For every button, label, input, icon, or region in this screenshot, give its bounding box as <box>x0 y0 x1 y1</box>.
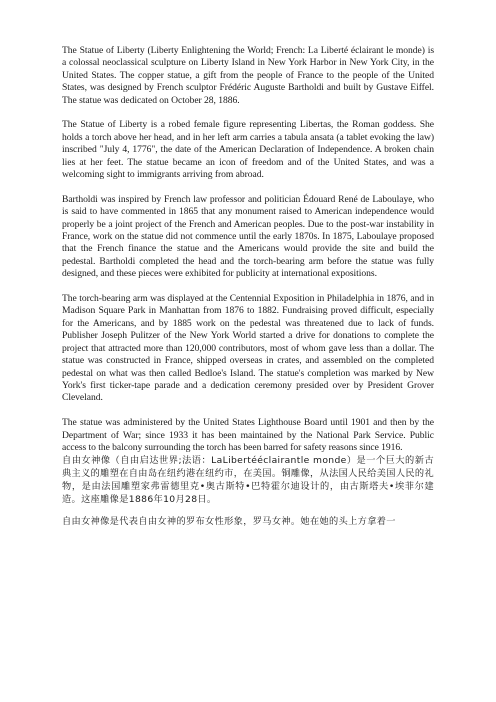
paragraph-construction: The torch-bearing arm was displayed at the Centennial Exposition in Philadelphia in 1876, and in Madison Square Park in Manhattan from 1876 to 1882. Fundraising proved difficult, especially for the Americans, and by 1885 work on the pedestal was threatened due to lack of funds. Publisher Joseph Pulitzer of the New York World started a drive for donations to complete the project that attracted more than 120,000 contributors, most of whom gave less than a dollar. The statue was constructed in France, shipped overseas in crates, and assembled on the completed pedestal on what was then called Bedloe's Island. The statue's completion was marked by New York's first ticker-tape parade and a dedication ceremony presided over by President Grover Cleveland. <box>62 293 434 404</box>
paragraph-intro: The Statue of Liberty (Liberty Enlightening the World; French: La Liberté éclairant le monde) is a colossal neoclassical sculpture on Liberty Island in New York Harbor in New York City, in the United States. The copper statue, a gift from the people of France to the people of the United States, was designed by French sculptor Frédéric Auguste Bartholdi and built by Gustave Eiffel. The statue was dedicated on October 28, 1886. <box>62 45 434 106</box>
paragraph-zh-intro: 自由女神像（自由启达世界;法语：LaLibertééclairantle monde）是一个巨大的新古典主义的雕塑在自由岛在纽约港在纽约市，在美国。铜雕像，从法国人民给美国人民的礼物，是由法国雕塑家弗雷德里克•奥古斯特•巴特霍尔迪设计的，由古斯塔夫•埃菲尔建造。这座雕像是1886年10月28日。 <box>62 455 434 506</box>
paragraph-inspiration: Bartholdi was inspired by French law professor and politician Édouard René de Laboulaye, who is said to have commented in 1865 that any monument raised to American independence would properly be a joint project of the French and American peoples. Due to the post-war instability in France, work on the statue did not commence until the early 1870s. In 1875, Laboulaye proposed that the French finance the statue and the Americans would provide the site and build the pedestal. Bartholdi completed the head and the torch-bearing arm before the statue was fully designed, and these pieces were exhibited for publicity at international expositions. <box>62 193 434 280</box>
paragraph-description: The Statue of Liberty is a robed female figure representing Libertas, the Roman goddess. She holds a torch above her head, and in her left arm carries a tabula ansata (a tablet evoking the law) inscribed "July 4, 1776", the date of the American Declaration of Independence. A broken chain lies at her feet. The statue became an icon of freedom and of the United States, and was a welcoming sight to immigrants arriving from abroad. <box>62 119 434 181</box>
document-body <box>62 45 434 528</box>
paragraph-zh-description: 自由女神像是代表自由女神的罗布女性形象，罗马女神。她在她的头上方拿着一 <box>62 516 396 528</box>
paragraph-administration: The statue was administered by the United States Lighthouse Board until 1901 and then by the Department of War; since 1933 it has been maintained by the National Park Service. Public access to the balcony surrounding the torch has been barred for safety reasons since 1916. <box>62 417 434 453</box>
